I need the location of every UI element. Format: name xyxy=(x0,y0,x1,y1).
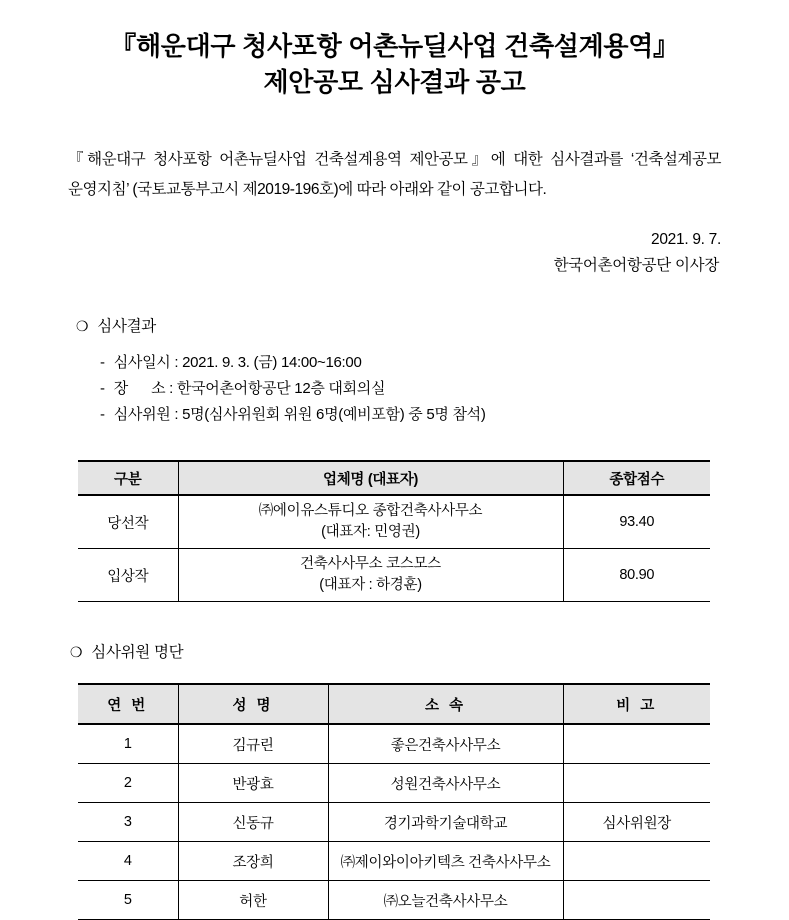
table-header-row xyxy=(78,461,710,495)
cell-company xyxy=(178,495,563,549)
result-table xyxy=(78,460,710,602)
cell-category: 당선작 xyxy=(78,495,178,549)
cell-affiliation: ㈜오늘건축사사무소 xyxy=(328,881,563,920)
list-item-label: 심사일시 : 2021. 9. 3. (금) 14:00~16:00 xyxy=(113,354,362,372)
section-heading-result xyxy=(68,278,721,336)
result-detail-list xyxy=(68,336,721,428)
members-table-head xyxy=(78,684,710,724)
table-header-row xyxy=(78,684,710,724)
cell-affiliation: ㈜제이와이아키텍츠 건축사사무소 xyxy=(328,842,563,881)
list-item xyxy=(100,350,721,376)
column-header-note: 비 고 xyxy=(563,684,710,724)
cell-no: 1 xyxy=(78,724,178,764)
signature-block xyxy=(68,205,721,278)
cell-affiliation: 좋은건축사사무소 xyxy=(328,724,563,764)
cell-note: 심사위원장 xyxy=(563,803,710,842)
column-header-no: 연 번 xyxy=(78,684,178,724)
column-header-name: 성 명 xyxy=(178,684,328,724)
company-representative: (대표자 : 하경훈) xyxy=(319,577,422,594)
title-line-2: 제안공모 심사결과 공고 xyxy=(263,66,526,97)
cell-note xyxy=(563,842,710,881)
cell-name: 김규린 xyxy=(178,724,328,764)
section-heading-members-label: 심사위원 명단 xyxy=(91,644,184,662)
members-table xyxy=(78,683,710,920)
cell-company xyxy=(178,549,563,602)
dash-marker-icon: - xyxy=(100,406,105,424)
cell-affiliation: 경기과학기술대학교 xyxy=(328,803,563,842)
list-item-label: 장 소 : 한국어촌어항공단 12층 대회의실 xyxy=(113,380,386,398)
cell-name: 신동규 xyxy=(178,803,328,842)
table-row xyxy=(78,764,710,803)
result-table-body xyxy=(78,495,710,602)
table-row xyxy=(78,881,710,920)
cell-no: 5 xyxy=(78,881,178,920)
title-line-1: 『해운대구 청사포항 어촌뉴딜사업 건축설계용역』 xyxy=(110,31,679,61)
table-row xyxy=(78,803,710,842)
issuing-organization: 한국어촌어항공단 이사장 xyxy=(553,256,719,274)
circle-bullet-icon: ❍ xyxy=(70,645,83,662)
cell-name: 반광효 xyxy=(178,764,328,803)
cell-note xyxy=(563,881,710,920)
cell-no: 3 xyxy=(78,803,178,842)
table-row xyxy=(78,842,710,881)
table-row xyxy=(78,724,710,764)
company-representative: (대표자: 민영권) xyxy=(321,524,420,541)
list-item xyxy=(100,402,721,428)
column-header-score: 종합점수 xyxy=(563,461,710,495)
result-table-wrapper xyxy=(68,460,721,602)
circle-bullet-icon: ❍ xyxy=(76,319,89,336)
company-name: ㈜에이유스튜디오 종합건축사사무소 xyxy=(258,503,483,520)
column-header-affiliation: 소 속 xyxy=(328,684,563,724)
dash-marker-icon: - xyxy=(100,354,105,372)
dash-marker-icon: - xyxy=(100,380,105,398)
section-heading-result-label: 심사결과 xyxy=(97,318,156,336)
cell-name: 허한 xyxy=(178,881,328,920)
cell-score: 93.40 xyxy=(563,495,710,549)
list-item xyxy=(100,376,721,402)
table-row xyxy=(78,549,710,602)
cell-name: 조장희 xyxy=(178,842,328,881)
intro-paragraph: 『해운대구 청사포항 어촌뉴딜사업 건축설계용역 제안공모』에 대한 심사결과를 ‘건축설계공모 운영지침’ (국토교통부고시 제2019-196호)에 따라 아래와 같이 공고합니다. xyxy=(68,150,721,198)
members-table-wrapper xyxy=(68,683,721,920)
page-title xyxy=(68,0,721,101)
table-row xyxy=(78,495,710,549)
cell-affiliation: 성원건축사사무소 xyxy=(328,764,563,803)
announcement-date: 2021. 9. 7. xyxy=(651,231,721,249)
company-name: 건축사사무소 코스모스 xyxy=(300,556,441,573)
cell-note xyxy=(563,764,710,803)
cell-note xyxy=(563,724,710,764)
column-header-category: 구분 xyxy=(78,461,178,495)
column-header-company: 업체명 (대표자) xyxy=(178,461,563,495)
members-table-body xyxy=(78,724,710,920)
cell-no: 2 xyxy=(78,764,178,803)
result-table-head xyxy=(78,461,710,495)
list-item-label: 심사위원 : 5명(심사위원회 위원 6명(예비포함) 중 5명 참석) xyxy=(113,406,486,424)
cell-category: 입상작 xyxy=(78,549,178,602)
section-heading-members xyxy=(68,602,721,662)
cell-no: 4 xyxy=(78,842,178,881)
cell-score: 80.90 xyxy=(563,549,710,602)
